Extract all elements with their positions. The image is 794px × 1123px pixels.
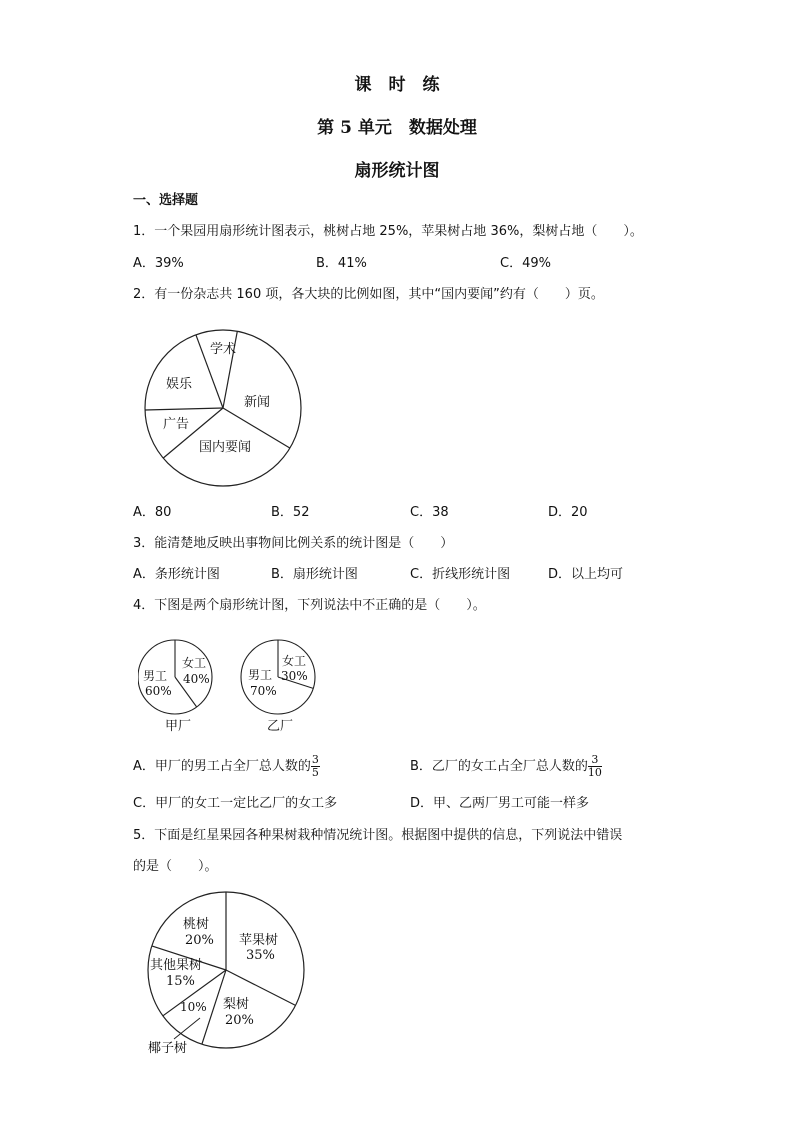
- slice-label: 男工: [248, 668, 273, 682]
- question-5: [133, 828, 622, 844]
- chart-caption: 甲厂: [165, 719, 192, 734]
- question-2: [133, 287, 604, 303]
- slice-pct: 40%: [183, 672, 210, 686]
- q4-option-a[interactable]: [133, 754, 320, 779]
- q1-option-b[interactable]: B．41%: [316, 256, 367, 271]
- slice-pct: 15%: [166, 974, 195, 989]
- q3-option-c[interactable]: C．折线形统计图: [410, 567, 511, 582]
- pie-divider: [145, 408, 223, 410]
- slice-pct: 35%: [246, 948, 275, 963]
- question-3: [133, 536, 453, 552]
- slice-pct: 20%: [185, 933, 214, 948]
- slice-pct: 70%: [250, 684, 277, 698]
- q2-option-c[interactable]: C．38: [410, 505, 449, 520]
- slice-label: 学术: [210, 342, 237, 357]
- slice-label: 桃树: [183, 917, 210, 932]
- question-text: 有一份杂志共 160 项，各大块的比例如图，其中“国内要闻”约有（ ）页。: [154, 287, 604, 302]
- q2-option-b[interactable]: B．52: [271, 505, 310, 520]
- q2-option-a[interactable]: A．80: [133, 505, 172, 520]
- fraction: [588, 754, 602, 779]
- callout-label: 椰子树: [148, 1041, 188, 1056]
- slice-label: 其他果树: [150, 958, 203, 973]
- q3-option-b[interactable]: B．扇形统计图: [271, 567, 358, 582]
- slice-label: 新闻: [244, 395, 271, 410]
- slice-pct: 10%: [180, 1000, 207, 1014]
- q4-option-c[interactable]: C．甲厂的女工一定比乙厂的女工多: [133, 796, 338, 811]
- option-text: B．乙厂的女工占全厂总人数的: [410, 759, 588, 774]
- lesson-heading: 扇形统计图: [354, 161, 440, 181]
- slice-pct: 30%: [281, 669, 308, 683]
- slice-label: 梨树: [223, 997, 250, 1012]
- q4-option-d[interactable]: D．甲、乙两厂男工可能一样多: [410, 796, 590, 811]
- question-number: 3．: [133, 536, 155, 551]
- fraction: [311, 754, 320, 779]
- factory-yi-pie-chart: [240, 637, 322, 737]
- orchard-pie-chart: [140, 884, 315, 1060]
- q1-option-a[interactable]: A．39%: [133, 256, 184, 271]
- unit-heading: 第 5 单元 数据处理: [317, 118, 477, 138]
- q3-option-a[interactable]: A．条形统计图: [133, 567, 220, 582]
- doc-title: 课 时 练: [354, 75, 440, 95]
- question-text: 下面是红星果园各种果树栽种情况统计图。根据图中提供的信息，下列说法中错误: [154, 828, 623, 843]
- question-5-cont: 的是（ ）。: [133, 859, 218, 874]
- q3-option-d[interactable]: D．以上均可: [548, 567, 624, 582]
- question-number: 2．: [133, 287, 155, 302]
- question-number: 5．: [133, 828, 155, 843]
- slice-label: 国内要闻: [199, 440, 252, 455]
- slice-pct: 60%: [145, 684, 172, 698]
- question-text: 一个果园用扇形统计图表示，桃树占地 25%，苹果树占地 36%，梨树占地（ ）。: [154, 224, 643, 239]
- q4-option-b[interactable]: [410, 754, 602, 779]
- slice-pct: 20%: [225, 1013, 254, 1028]
- fraction-numerator: 3: [311, 753, 319, 766]
- chart-caption: 乙厂: [267, 719, 294, 734]
- slice-label: 女工: [282, 654, 307, 668]
- question-number: 1．: [133, 224, 155, 239]
- fraction-denominator: 10: [587, 766, 602, 779]
- callout-line: [174, 1018, 200, 1039]
- slice-label: 广告: [163, 417, 190, 432]
- slice-label: 娱乐: [166, 377, 193, 392]
- question-text: 下图是两个扇形统计图，下列说法中不正确的是（ ）。: [154, 598, 486, 613]
- fraction-numerator: 3: [588, 754, 602, 767]
- slice-label: 苹果树: [239, 933, 279, 948]
- q1-option-c[interactable]: C．49%: [500, 256, 551, 271]
- slice-label: 男工: [143, 669, 168, 683]
- q2-option-d[interactable]: D．20: [548, 505, 588, 520]
- magazine-pie-chart: [140, 322, 310, 492]
- option-text: A．甲厂的男工占全厂总人数的: [133, 759, 311, 774]
- slice-label: 女工: [182, 656, 207, 670]
- fraction-denominator: 5: [311, 766, 319, 779]
- question-4: [133, 598, 486, 614]
- question-text: 能清楚地反映出事物间比例关系的统计图是（ ）: [154, 536, 454, 551]
- question-1: [133, 224, 643, 240]
- factory-jia-pie-chart: [138, 637, 220, 737]
- section-heading: 一、选择题: [133, 193, 199, 208]
- question-number: 4．: [133, 598, 155, 613]
